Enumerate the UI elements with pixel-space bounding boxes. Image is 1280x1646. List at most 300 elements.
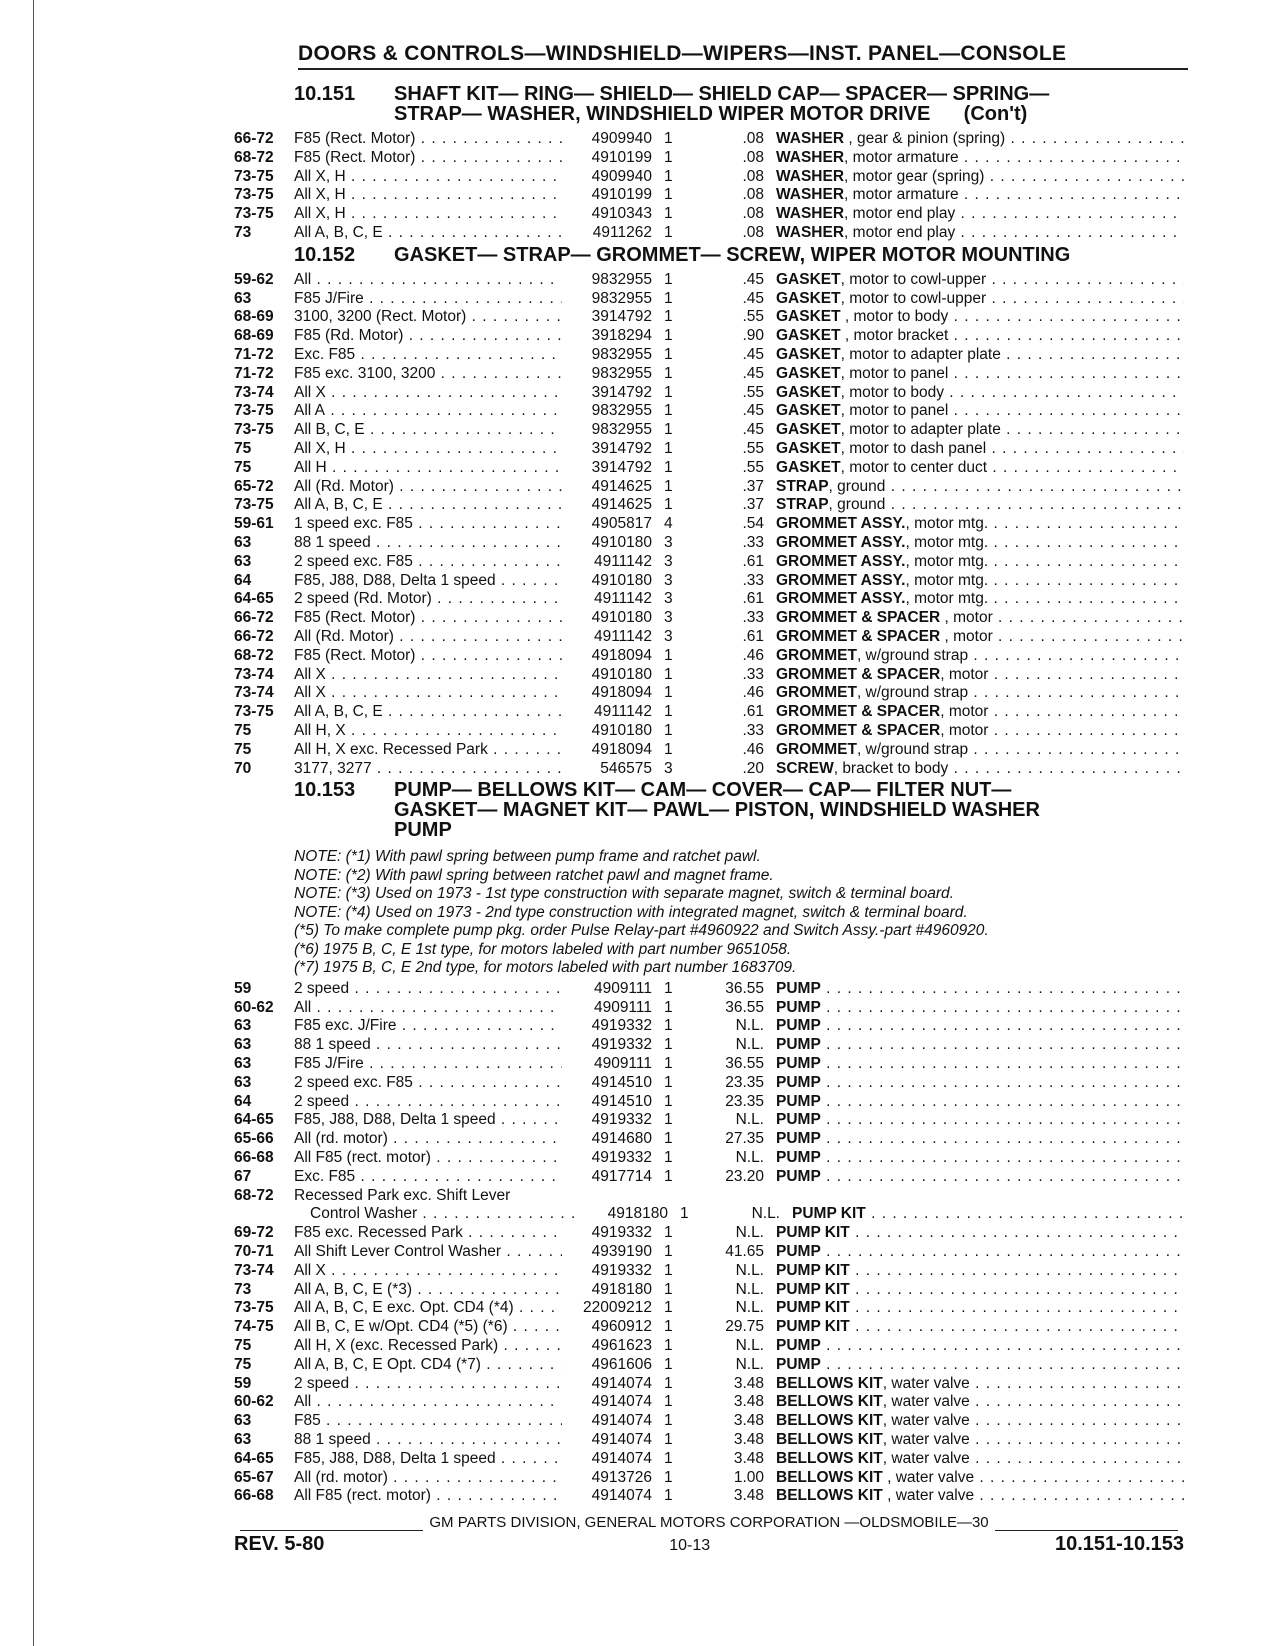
description: [764, 1299, 1184, 1318]
quantity-text: 1: [664, 1393, 673, 1411]
application: [294, 1111, 562, 1130]
application: [294, 1130, 562, 1149]
price-text: .90: [742, 327, 764, 345]
model-years: [234, 346, 294, 365]
model-years-text: 75: [234, 439, 252, 457]
part-name: PUMP: [776, 1036, 821, 1054]
part-row: [234, 459, 1184, 478]
price-text: .55: [742, 458, 764, 476]
part-number: [562, 703, 664, 722]
model-years-text: 73-75: [234, 167, 274, 185]
price: [684, 384, 764, 403]
part-row: [234, 308, 1184, 327]
application: [294, 421, 562, 440]
model-years-text: 65-67: [234, 1468, 274, 1486]
application-text: All A, B, C, E Opt. CD4 (*7): [294, 1355, 481, 1373]
application: [294, 590, 562, 609]
part-name: GROMMET: [776, 646, 857, 664]
description: [764, 168, 1184, 187]
application-text: F85, J88, D88, Delta 1 speed: [294, 571, 496, 589]
price-text: .55: [742, 308, 764, 326]
description: [764, 1337, 1184, 1356]
section-number: 10.152: [294, 243, 356, 266]
quantity-text: 1: [664, 1092, 673, 1110]
note-line: NOTE: (*3) Used on 1973 - 1st type construction with separate magnet, switch & terminal board.: [294, 885, 954, 903]
section-number: 10.151: [294, 83, 356, 105]
price: [684, 478, 764, 497]
price: [684, 741, 764, 760]
section-title: [234, 780, 1184, 840]
part-detail: , motor to adapter plate: [840, 421, 1001, 439]
model-years-text: 64: [234, 571, 252, 589]
price: [684, 205, 764, 224]
model-years-text: 59: [234, 1374, 252, 1392]
quantity: [664, 980, 684, 999]
price: [684, 703, 764, 722]
price: [684, 647, 764, 666]
description: [764, 1487, 1184, 1506]
quantity: [664, 1487, 684, 1506]
part-name: PUMP: [776, 1111, 821, 1129]
application: [294, 1074, 562, 1093]
part-row: [234, 741, 1184, 760]
part-row: [234, 1036, 1184, 1055]
quantity-text: 1: [664, 1355, 673, 1373]
description: [764, 1017, 1184, 1036]
part-row: [234, 590, 1184, 609]
price: [684, 1055, 764, 1074]
model-years-text: 74-75: [234, 1318, 274, 1336]
description: [764, 205, 1184, 224]
part-number: [562, 1243, 664, 1262]
application: [294, 1168, 562, 1187]
quantity-text: 1: [664, 1299, 673, 1317]
quantity-text: 1: [664, 383, 673, 401]
quantity: [664, 572, 684, 591]
part-number: [578, 1205, 680, 1224]
part-detail: , water valve: [882, 1430, 970, 1448]
quantity-text: 1: [664, 1487, 673, 1505]
application: [294, 384, 562, 403]
model-years: [234, 384, 294, 403]
part-number-text: 4905817: [591, 515, 652, 533]
part-row: [234, 130, 1184, 149]
part-number-text: 4919332: [591, 1148, 652, 1166]
description: [764, 1412, 1184, 1431]
quantity-text: 3: [664, 552, 673, 570]
part-detail: , motor to cowl-upper: [840, 289, 987, 307]
application-text: All A, B, C, E: [294, 496, 383, 514]
part-name: GROMMET & SPACER: [776, 627, 941, 645]
quantity-text: 1: [664, 402, 673, 420]
part-detail: , motor mtg.: [905, 515, 989, 533]
application: [294, 402, 562, 421]
part-number-text: 4911142: [593, 627, 652, 645]
price-text: .33: [742, 533, 764, 551]
quantity: [664, 1187, 684, 1206]
price-text: .08: [742, 205, 764, 223]
model-years-text: 63: [234, 1036, 252, 1054]
price: [684, 1393, 764, 1412]
part-name: PUMP: [776, 1092, 821, 1110]
part-row: [234, 1487, 1184, 1506]
quantity: [664, 1130, 684, 1149]
part-number: [562, 722, 664, 741]
part-number-text: 4909111: [593, 979, 652, 997]
model-years: [234, 534, 294, 553]
application-text: All: [294, 998, 312, 1016]
part-row: [234, 1093, 1184, 1112]
part-name: GASKET: [776, 270, 841, 288]
part-number: [562, 1168, 664, 1187]
part-number-text: 4917714: [591, 1167, 652, 1185]
part-number-text: 4961606: [591, 1355, 652, 1373]
description: [764, 572, 1184, 591]
model-years: [234, 647, 294, 666]
model-years-text: 73-75: [234, 1299, 274, 1317]
part-detail: , motor end play: [844, 205, 956, 223]
description: [764, 684, 1184, 703]
application: [294, 572, 562, 591]
description: [764, 496, 1184, 515]
part-name: WASHER: [776, 223, 845, 241]
model-years: [234, 515, 294, 534]
part-name: SCREW: [776, 759, 834, 777]
section-heading-line: STRAP— WASHER, WINDSHIELD WIPER MOTOR DRIVE (Con't): [394, 103, 1028, 125]
part-number: [562, 224, 664, 243]
part-row: [234, 628, 1184, 647]
quantity: [664, 1017, 684, 1036]
part-detail: , motor to body: [840, 383, 944, 401]
application: [294, 760, 562, 779]
application-text: 2 speed (Rd. Motor): [294, 590, 432, 608]
left-margin-rule: [33, 0, 34, 1646]
part-row: [234, 609, 1184, 628]
part-name: GASKET: [776, 421, 841, 439]
part-number-text: 9832955: [591, 289, 652, 307]
application: [294, 609, 562, 628]
application: [294, 478, 562, 497]
parts-listing: [234, 82, 1184, 1506]
price: [684, 1187, 764, 1206]
price: [684, 402, 764, 421]
model-years: [234, 478, 294, 497]
application-text: 2 speed: [294, 1374, 350, 1392]
application: [294, 1393, 562, 1412]
footer-rule-left: [240, 1522, 423, 1531]
part-number-text: 9832955: [591, 345, 652, 363]
price-text: N.L.: [735, 1299, 764, 1317]
application-text: All X, H: [294, 205, 346, 223]
application-text: All H: [294, 458, 327, 476]
model-years-text: 67: [234, 1167, 252, 1185]
price-text: N.L.: [735, 1111, 764, 1129]
price-text: .20: [742, 759, 764, 777]
part-number: [562, 421, 664, 440]
part-row: [234, 1168, 1184, 1187]
application-text: 2 speed: [294, 979, 350, 997]
quantity-text: 1: [664, 1468, 673, 1486]
part-detail: , water valve: [882, 1468, 975, 1486]
part-number-text: 4914074: [591, 1430, 652, 1448]
model-years-text: 63: [234, 1073, 252, 1091]
quantity: [664, 741, 684, 760]
application: [294, 1375, 562, 1394]
note-line: NOTE: (*1) With pawl spring between pump frame and ratchet pawl.: [294, 848, 761, 866]
application-text: All F85 (rect. motor): [294, 1148, 431, 1166]
description: [764, 1036, 1184, 1055]
part-row: [234, 496, 1184, 515]
part-name: PUMP KIT: [776, 1299, 850, 1317]
model-years: [234, 1318, 294, 1337]
part-name: PUMP: [776, 1148, 821, 1166]
part-number-text: 4919332: [591, 1036, 652, 1054]
part-number-text: 4910180: [591, 721, 652, 739]
application: [294, 722, 562, 741]
part-number-text: 4914510: [591, 1092, 652, 1110]
part-number: [562, 1074, 664, 1093]
application: [294, 1450, 562, 1469]
quantity: [664, 186, 684, 205]
part-number-text: 9832955: [591, 364, 652, 382]
quantity: [664, 421, 684, 440]
quantity-text: 1: [664, 308, 673, 326]
model-years: [234, 628, 294, 647]
footer-rule-right: [995, 1522, 1178, 1531]
part-name: PUMP: [776, 1336, 821, 1354]
price: [684, 327, 764, 346]
model-years: [234, 1205, 294, 1224]
part-number: [562, 980, 664, 999]
price-text: .33: [742, 665, 764, 683]
part-name: GASKET: [776, 402, 841, 420]
part-row: [234, 534, 1184, 553]
application-text: All (rd. motor): [294, 1468, 388, 1486]
model-years-text: 75: [234, 740, 252, 758]
application-text: All B, C, E w/Opt. CD4 (*5) (*6): [294, 1318, 508, 1336]
description: [764, 1450, 1184, 1469]
application: [294, 741, 562, 760]
price-text: .61: [742, 552, 764, 570]
quantity: [664, 722, 684, 741]
part-number: [562, 760, 664, 779]
price-text: .61: [742, 627, 764, 645]
part-name: GASKET: [776, 289, 841, 307]
quantity: [664, 496, 684, 515]
quantity-text: 1: [664, 1111, 673, 1129]
part-number-text: 3918294: [591, 327, 652, 345]
price-text: 1.00: [733, 1468, 764, 1486]
part-number-text: 4914074: [591, 1412, 652, 1430]
part-number-text: 4914625: [591, 496, 652, 514]
quantity: [664, 590, 684, 609]
part-name: GASKET: [776, 439, 841, 457]
part-detail: , motor mtg.: [905, 533, 989, 551]
quantity: [664, 290, 684, 309]
price: [684, 459, 764, 478]
model-years: [234, 590, 294, 609]
description: [764, 1187, 1184, 1206]
part-name: GROMMET & SPACER: [776, 665, 941, 683]
description: [764, 980, 1184, 999]
part-row: [234, 703, 1184, 722]
model-years: [234, 224, 294, 243]
price: [684, 1281, 764, 1300]
part-detail: , motor to adapter plate: [840, 345, 1001, 363]
application: [294, 459, 562, 478]
footer-division: GM PARTS DIVISION, GENERAL MOTORS CORPORATION —OLDSMOBILE—30: [429, 1514, 989, 1531]
part-row: [234, 478, 1184, 497]
application-text: F85, J88, D88, Delta 1 speed: [294, 1449, 496, 1467]
description: [764, 1074, 1184, 1093]
part-detail: , motor to panel: [840, 364, 949, 382]
price: [684, 290, 764, 309]
quantity: [664, 1281, 684, 1300]
quantity: [664, 1412, 684, 1431]
application-text: F85 J/Fire: [294, 289, 364, 307]
model-years: [234, 1431, 294, 1450]
part-name: PUMP KIT: [776, 1280, 850, 1298]
part-name: GASKET: [776, 327, 841, 345]
price-text: .46: [742, 646, 764, 664]
quantity-text: 1: [664, 665, 673, 683]
part-number-text: 4914680: [591, 1130, 652, 1148]
quantity-text: 1: [664, 205, 673, 223]
quantity-text: 1: [680, 1205, 689, 1223]
application: [294, 1299, 562, 1318]
part-number: [562, 1318, 664, 1337]
part-name: BELLOWS KIT: [776, 1468, 883, 1486]
part-row: [234, 421, 1184, 440]
application-text: All (rd. motor): [294, 1130, 388, 1148]
model-years-text: 75: [234, 458, 252, 476]
model-years-text: 64-65: [234, 1449, 274, 1467]
application: [294, 168, 562, 187]
quantity: [664, 365, 684, 384]
part-number-text: 4909940: [591, 167, 652, 185]
part-name: STRAP: [776, 496, 829, 514]
quantity: [664, 130, 684, 149]
price: [684, 760, 764, 779]
model-years: [234, 1487, 294, 1506]
model-years: [234, 722, 294, 741]
description: [764, 515, 1184, 534]
part-number: [562, 168, 664, 187]
part-number: [562, 459, 664, 478]
price: [684, 1224, 764, 1243]
model-years-text: 73-74: [234, 665, 274, 683]
quantity: [680, 1205, 700, 1224]
part-number-text: 4913726: [591, 1468, 652, 1486]
application: [294, 628, 562, 647]
description: [764, 1168, 1184, 1187]
model-years-text: 73-75: [234, 703, 274, 721]
quantity-text: 1: [664, 1148, 673, 1166]
part-number: [562, 1017, 664, 1036]
model-years: [234, 1093, 294, 1112]
part-number: [562, 1111, 664, 1130]
section-heading-line: PUMP: [394, 819, 452, 842]
model-years: [234, 440, 294, 459]
application-text: F85 (Rect. Motor): [294, 130, 416, 147]
description: [764, 459, 1184, 478]
model-years-text: 66-72: [234, 627, 274, 645]
part-number-text: 4918094: [591, 740, 652, 758]
part-name: GROMMET ASSY.: [776, 515, 906, 533]
price: [684, 224, 764, 243]
quantity-text: 1: [664, 1412, 673, 1430]
description: [764, 346, 1184, 365]
price-text: .08: [742, 167, 764, 185]
part-detail: , motor mtg.: [905, 571, 989, 589]
application-text: All A, B, C, E: [294, 703, 383, 721]
part-number-text: 4918180: [591, 1280, 652, 1298]
part-detail: , motor to body: [840, 308, 949, 326]
application: [294, 149, 562, 168]
price-text: .37: [742, 496, 764, 514]
part-number: [562, 515, 664, 534]
model-years: [234, 609, 294, 628]
part-number-text: 4910180: [591, 571, 652, 589]
price: [684, 590, 764, 609]
application: [294, 1469, 562, 1488]
application-text: F85 (Rect. Motor): [294, 609, 416, 627]
price-text: .46: [742, 684, 764, 702]
model-years-text: 65-66: [234, 1130, 274, 1148]
application-text: Exc. F85: [294, 1167, 356, 1185]
application: [294, 1281, 562, 1300]
part-number-text: 4919332: [591, 1017, 652, 1035]
section-heading-line: GASKET— STRAP— GROMMET— SCREW, WIPER MOTOR MOUNTING: [394, 243, 1071, 266]
part-detail: , water valve: [882, 1487, 975, 1505]
part-number: [562, 402, 664, 421]
quantity: [664, 647, 684, 666]
description: [764, 590, 1184, 609]
price: [684, 1431, 764, 1450]
description: [764, 1393, 1184, 1412]
model-years-text: 68-69: [234, 308, 274, 326]
quantity: [664, 149, 684, 168]
part-row: [234, 1017, 1184, 1036]
description: [764, 1469, 1184, 1488]
part-number: [562, 1055, 664, 1074]
price: [684, 1036, 764, 1055]
part-number: [562, 741, 664, 760]
price: [684, 308, 764, 327]
price: [684, 1111, 764, 1130]
quantity-text: 1: [664, 1280, 673, 1298]
part-name: WASHER: [776, 148, 845, 166]
application: [294, 1487, 562, 1506]
quantity: [664, 703, 684, 722]
part-number-text: 3914792: [591, 439, 652, 457]
part-number-text: 9832955: [591, 421, 652, 439]
model-years: [234, 496, 294, 515]
model-years-text: 73: [234, 223, 252, 241]
price-text: .33: [742, 721, 764, 739]
price-text: 3.48: [733, 1393, 764, 1411]
quantity: [664, 1074, 684, 1093]
model-years: [234, 421, 294, 440]
price-text: 3.48: [733, 1449, 764, 1467]
application: [294, 647, 562, 666]
part-row: [234, 327, 1184, 346]
model-years: [234, 1168, 294, 1187]
part-number: [562, 590, 664, 609]
part-number-text: 4911262: [592, 223, 652, 241]
application: [294, 1262, 562, 1281]
price-text: 36.55: [725, 1054, 764, 1072]
